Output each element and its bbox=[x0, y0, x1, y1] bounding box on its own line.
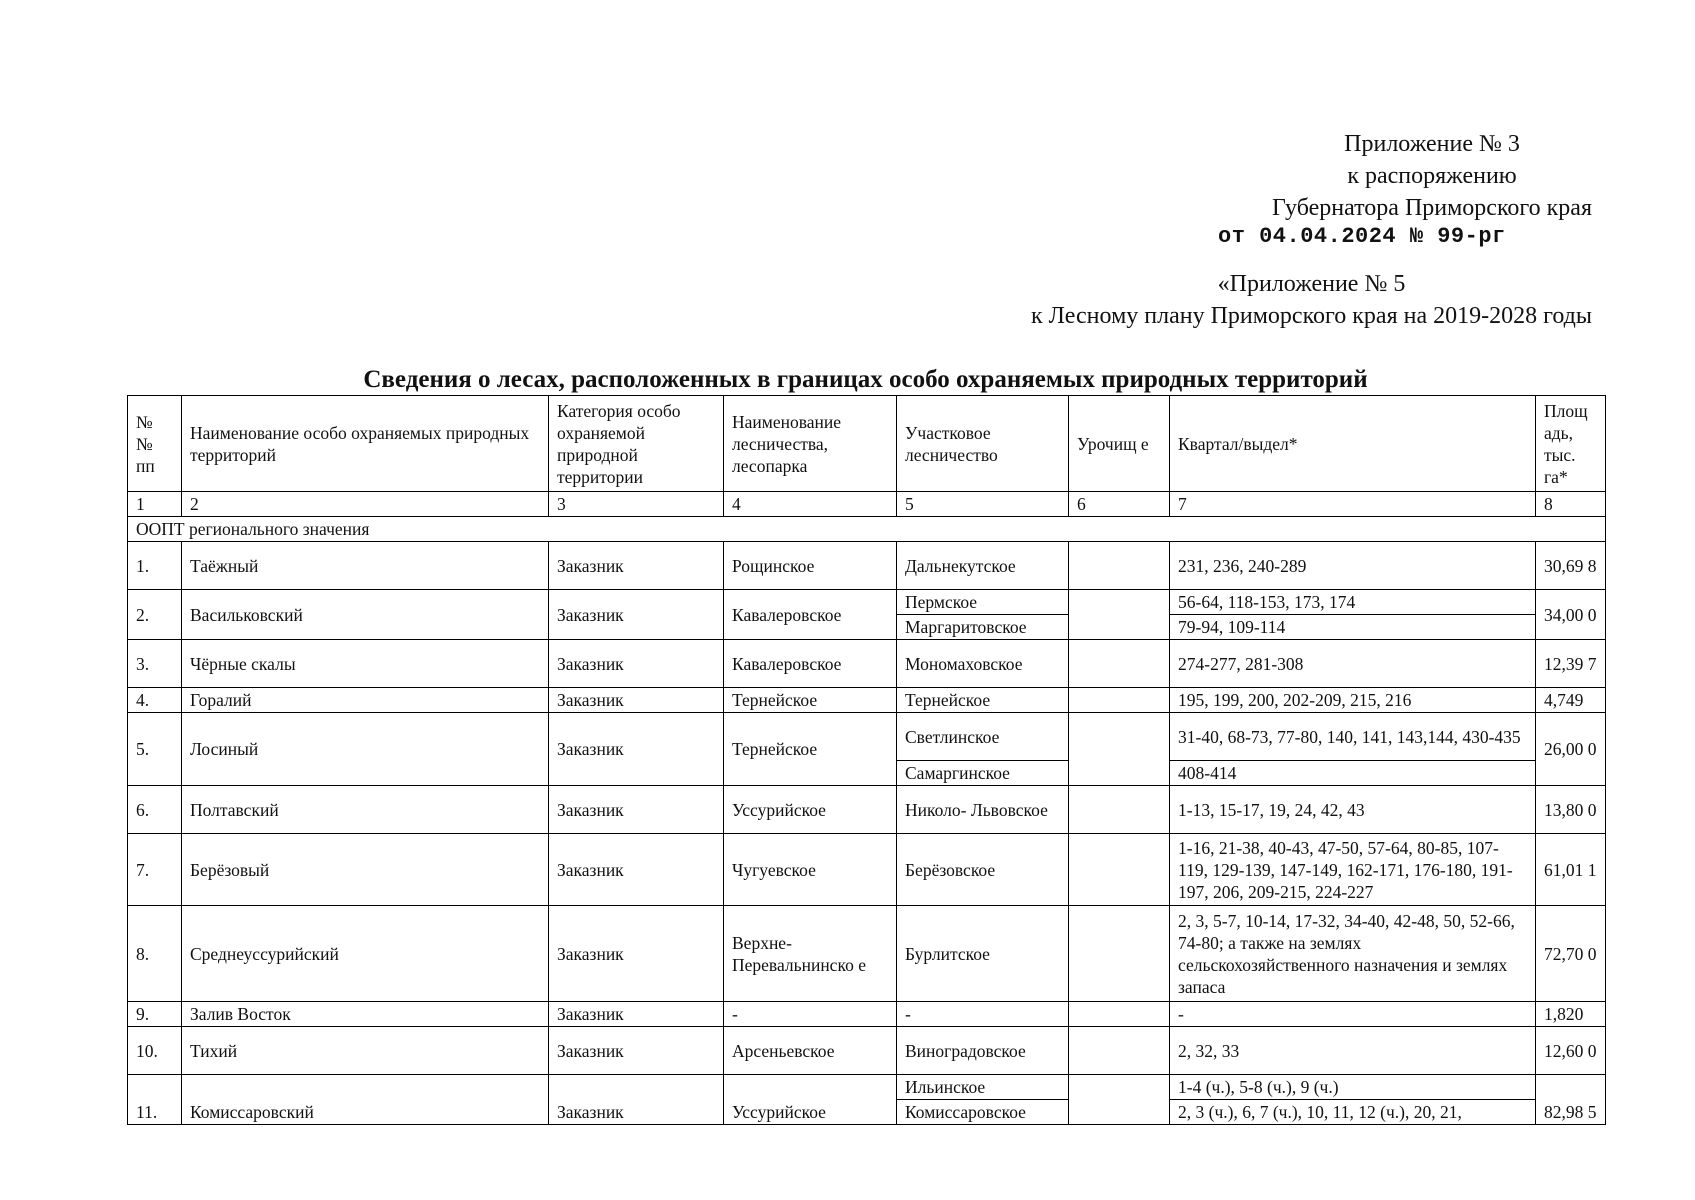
row-tract bbox=[1069, 786, 1170, 834]
row-quarters: 2, 3 (ч.), 6, 7 (ч.), 10, 11, 12 (ч.), 20, 21, bbox=[1170, 1100, 1536, 1125]
row-quarters: 408-414 bbox=[1170, 761, 1536, 786]
table-row bbox=[128, 713, 1606, 761]
authority-text: Губернатора Приморского края bbox=[1272, 195, 1592, 221]
column-number-row bbox=[128, 492, 1606, 517]
row-district: Мономаховское bbox=[897, 640, 1069, 688]
row-name: Васильковский bbox=[182, 590, 549, 640]
row-district: Виноградовское bbox=[897, 1027, 1069, 1075]
row-quarters: 2, 32, 33 bbox=[1170, 1027, 1536, 1075]
row-category: Заказник bbox=[549, 640, 724, 688]
col-header-district: Участковое лесничество bbox=[897, 396, 1069, 492]
row-quarters: 2, 3, 5-7, 10-14, 17-32, 34-40, 42-48, 50, 52-66, 74-80; а также на землях сельскохозяйственного назначения и землях запаса bbox=[1170, 906, 1536, 1002]
row-forestry: Тернейское bbox=[724, 688, 897, 713]
col-header-name: Наименование особо охраняемых природных территорий bbox=[182, 396, 549, 492]
row-area: 4,749 bbox=[1536, 688, 1606, 713]
row-quarters: 56-64, 118-153, 173, 174 bbox=[1170, 590, 1536, 615]
row-name: Полтавский bbox=[182, 786, 549, 834]
row-category: Заказник bbox=[549, 906, 724, 1002]
row-name: Таёжный bbox=[182, 542, 549, 590]
row-name: Тихий bbox=[182, 1027, 549, 1075]
col-number: 6 bbox=[1069, 492, 1170, 517]
row-area: 61,01 1 bbox=[1536, 834, 1606, 906]
row-forestry: Арсеньевское bbox=[724, 1027, 897, 1075]
row-district: Берёзовское bbox=[897, 834, 1069, 906]
row-district: Самаргинское bbox=[897, 761, 1069, 786]
row-num: 10. bbox=[128, 1027, 182, 1075]
header-row bbox=[128, 396, 1606, 492]
row-num: 7. bbox=[128, 834, 182, 906]
table-row bbox=[128, 906, 1606, 1002]
row-area: 12,60 0 bbox=[1536, 1027, 1606, 1075]
col-number: 8 bbox=[1536, 492, 1606, 517]
row-area: 34,00 0 bbox=[1536, 590, 1606, 640]
row-category: Заказник bbox=[549, 1075, 724, 1125]
row-category: Заказник bbox=[549, 1027, 724, 1075]
row-num: 1. bbox=[128, 542, 182, 590]
row-num: 2. bbox=[128, 590, 182, 640]
row-num: 3. bbox=[128, 640, 182, 688]
row-district: Маргаритовское bbox=[897, 615, 1069, 640]
table-row bbox=[128, 834, 1606, 906]
forest-table bbox=[127, 395, 1606, 1125]
row-district: Светлинское bbox=[897, 713, 1069, 761]
col-number: 4 bbox=[724, 492, 897, 517]
row-category: Заказник bbox=[549, 713, 724, 786]
row-forestry: Кавалеровское bbox=[724, 590, 897, 640]
row-tract bbox=[1069, 1027, 1170, 1075]
row-tract bbox=[1069, 590, 1170, 640]
row-district: Николо- Львовское bbox=[897, 786, 1069, 834]
row-num: 9. bbox=[128, 1002, 182, 1027]
row-area: 26,00 0 bbox=[1536, 713, 1606, 786]
row-district: Пермское bbox=[897, 590, 1069, 615]
row-num: 5. bbox=[128, 713, 182, 786]
row-name: Лосиный bbox=[182, 713, 549, 786]
row-forestry: Тернейское bbox=[724, 713, 897, 786]
col-header-num: № № пп bbox=[128, 396, 182, 492]
col-number: 1 bbox=[128, 492, 182, 517]
row-name: Комиссаровский bbox=[182, 1075, 549, 1125]
row-quarters: 1-4 (ч.), 5-8 (ч.), 9 (ч.) bbox=[1170, 1075, 1536, 1100]
col-number: 3 bbox=[549, 492, 724, 517]
row-quarters: 195, 199, 200, 202-209, 215, 216 bbox=[1170, 688, 1536, 713]
row-name: Залив Восток bbox=[182, 1002, 549, 1027]
row-district: Дальнекутское bbox=[897, 542, 1069, 590]
appendix-number: Приложение № 3 bbox=[1344, 131, 1520, 157]
row-name: Берёзовый bbox=[182, 834, 549, 906]
table-row bbox=[128, 688, 1606, 713]
row-quarters: 231, 236, 240-289 bbox=[1170, 542, 1536, 590]
row-tract bbox=[1069, 1075, 1170, 1125]
row-district: Комиссаровское bbox=[897, 1100, 1069, 1125]
col-number: 2 bbox=[182, 492, 549, 517]
row-category: Заказник bbox=[549, 1002, 724, 1027]
row-quarters: 1-13, 15-17, 19, 24, 42, 43 bbox=[1170, 786, 1536, 834]
row-quarters: 274-277, 281-308 bbox=[1170, 640, 1536, 688]
table-row bbox=[128, 1075, 1606, 1100]
table-row bbox=[128, 1027, 1606, 1075]
col-header-tract: Урочищ е bbox=[1069, 396, 1170, 492]
row-tract bbox=[1069, 713, 1170, 786]
to-order-text: к распоряжению bbox=[1347, 163, 1517, 189]
col-header-quarters: Квартал/выдел* bbox=[1170, 396, 1536, 492]
row-district: Ильинское bbox=[897, 1075, 1069, 1100]
appendix-header bbox=[1272, 128, 1592, 224]
section-title: ООПТ регионального значения bbox=[128, 517, 1606, 542]
row-tract bbox=[1069, 1002, 1170, 1027]
row-forestry: Уссурийское bbox=[724, 786, 897, 834]
order-reference: от 04.04.2024 № 99-рг bbox=[1218, 224, 1506, 249]
row-num: 11. bbox=[128, 1075, 182, 1125]
row-num: 8. bbox=[128, 906, 182, 1002]
row-district: - bbox=[897, 1002, 1069, 1027]
row-name: Чёрные скалы bbox=[182, 640, 549, 688]
row-forestry: Кавалеровское bbox=[724, 640, 897, 688]
plan-appendix-number: «Приложение № 5 bbox=[1217, 271, 1406, 297]
row-quarters: 31-40, 68-73, 77-80, 140, 141, 143,144, 430-435 bbox=[1170, 713, 1536, 761]
row-area: 12,39 7 bbox=[1536, 640, 1606, 688]
table-row bbox=[128, 1002, 1606, 1027]
row-area: 13,80 0 bbox=[1536, 786, 1606, 834]
row-category: Заказник bbox=[549, 590, 724, 640]
row-name: Горалий bbox=[182, 688, 549, 713]
col-number: 7 bbox=[1170, 492, 1536, 517]
row-tract bbox=[1069, 542, 1170, 590]
row-tract bbox=[1069, 834, 1170, 906]
row-num: 4. bbox=[128, 688, 182, 713]
row-forestry: - bbox=[724, 1002, 897, 1027]
table-row bbox=[128, 640, 1606, 688]
row-quarters: - bbox=[1170, 1002, 1536, 1027]
row-forestry: Уссурийское bbox=[724, 1075, 897, 1125]
row-category: Заказник bbox=[549, 786, 724, 834]
row-forestry: Рощинское bbox=[724, 542, 897, 590]
row-area: 30,69 8 bbox=[1536, 542, 1606, 590]
row-category: Заказник bbox=[549, 542, 724, 590]
row-district: Бурлитское bbox=[897, 906, 1069, 1002]
row-num: 6. bbox=[128, 786, 182, 834]
table-row bbox=[128, 542, 1606, 590]
row-category: Заказник bbox=[549, 834, 724, 906]
col-header-category: Категория особо охраняемой природной территории bbox=[549, 396, 724, 492]
row-tract bbox=[1069, 640, 1170, 688]
row-area: 82,98 5 bbox=[1536, 1075, 1606, 1125]
row-tract bbox=[1069, 906, 1170, 1002]
col-number: 5 bbox=[897, 492, 1069, 517]
col-header-area: Площ адь, тыс. га* bbox=[1536, 396, 1606, 492]
plan-appendix bbox=[1031, 268, 1592, 332]
row-quarters: 79-94, 109-114 bbox=[1170, 615, 1536, 640]
col-header-forestry: Наименование лесничества, лесопарка bbox=[724, 396, 897, 492]
document-title: Сведения о лесах, расположенных в границах особо охраняемых природных территорий bbox=[363, 366, 1368, 393]
row-tract bbox=[1069, 688, 1170, 713]
row-district: Тернейское bbox=[897, 688, 1069, 713]
section-row bbox=[128, 517, 1606, 542]
row-forestry: Верхне- Перевальнинско е bbox=[724, 906, 897, 1002]
row-quarters: 1-16, 21-38, 40-43, 47-50, 57-64, 80-85, 107-119, 129-139, 147-149, 162-171, 176-180, 191-197, 206, 209-215, 224-227 bbox=[1170, 834, 1536, 906]
row-area: 1,820 bbox=[1536, 1002, 1606, 1027]
table-row bbox=[128, 786, 1606, 834]
row-area: 72,70 0 bbox=[1536, 906, 1606, 1002]
row-name: Среднеуссурийский bbox=[182, 906, 549, 1002]
row-forestry: Чугуевское bbox=[724, 834, 897, 906]
row-category: Заказник bbox=[549, 688, 724, 713]
table-row bbox=[128, 590, 1606, 615]
plan-appendix-title: к Лесному плану Приморского края на 2019-2028 годы bbox=[1031, 303, 1592, 329]
